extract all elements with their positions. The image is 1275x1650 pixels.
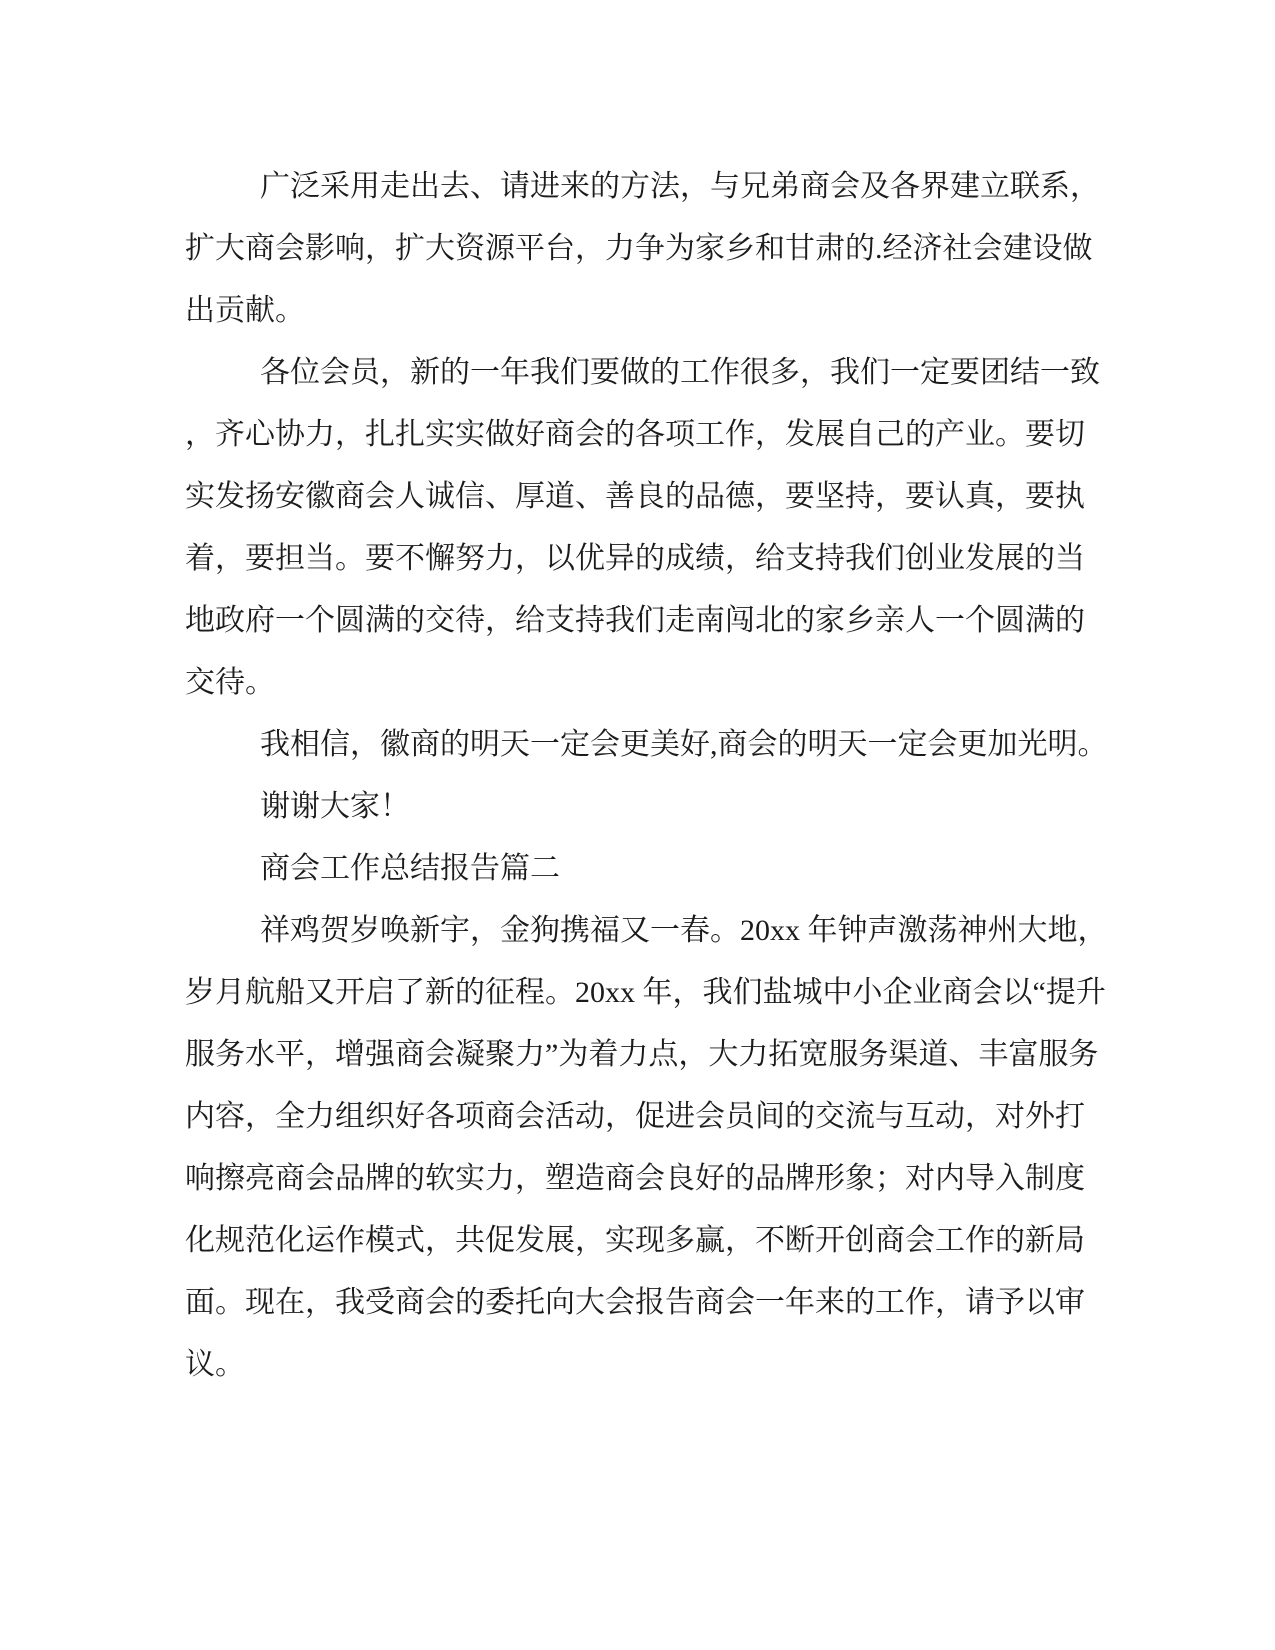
text-line: 地政府一个圆满的交待，给支持我们走南闯北的家乡亲人一个圆满的 xyxy=(185,604,1085,637)
text-line: 扩大商会影响，扩大资源平台，力争为家乡和甘肃的.经济社会建设做 xyxy=(185,232,1093,265)
paragraph xyxy=(185,900,1115,1396)
text-line: 响擦亮商会品牌的软实力，塑造商会良好的品牌形象；对内导入制度 xyxy=(185,1162,1085,1195)
document-body xyxy=(185,156,1115,1396)
text-line: 商会工作总结报告篇二 xyxy=(260,852,560,885)
paragraph xyxy=(185,156,1115,342)
text-line: 化规范化运作模式，共促发展，实现多赢，不断开创商会工作的新局 xyxy=(185,1224,1085,1257)
text-line: 岁月航船又开启了新的征程。20xx 年，我们盐城中小企业商会以“提升 xyxy=(185,976,1106,1009)
text-line: 出贡献。 xyxy=(185,294,305,327)
text-line: 各位会员，新的一年我们要做的工作很多，我们一定要团结一致 xyxy=(260,356,1100,389)
section-heading xyxy=(185,838,1115,900)
paragraph xyxy=(185,342,1115,714)
paragraph xyxy=(185,714,1115,776)
text-line: 谢谢大家！ xyxy=(260,790,410,823)
text-line: 我相信，徽商的明天一定会更美好,商会的明天一定会更加光明。 xyxy=(260,728,1108,761)
text-line: 面。现在，我受商会的委托向大会报告商会一年来的工作，请予以审 xyxy=(185,1286,1085,1319)
text-line: 着，要担当。要不懈努力，以优异的成绩，给支持我们创业发展的当 xyxy=(185,542,1085,575)
text-line: 内容，全力组织好各项商会活动，促进会员间的交流与互动，对外打 xyxy=(185,1100,1085,1133)
paragraph xyxy=(185,776,1115,838)
text-line: 交待。 xyxy=(185,666,275,699)
text-line: 祥鸡贺岁唤新宇，金狗携福又一春。20xx 年钟声激荡神州大地， xyxy=(260,914,1108,947)
text-line: 广泛采用走出去、请进来的方法，与兄弟商会及各界建立联系， xyxy=(260,170,1100,203)
text-line: 服务水平，增强商会凝聚力”为着力点，大力拓宽服务渠道、丰富服务 xyxy=(185,1038,1099,1071)
text-line: 实发扬安徽商会人诚信、厚道、善良的品德，要坚持，要认真，要执 xyxy=(185,480,1085,513)
text-line: ，齐心协力，扎扎实实做好商会的各项工作，发展自己的产业。要切 xyxy=(185,418,1085,451)
text-line: 议。 xyxy=(185,1348,245,1381)
